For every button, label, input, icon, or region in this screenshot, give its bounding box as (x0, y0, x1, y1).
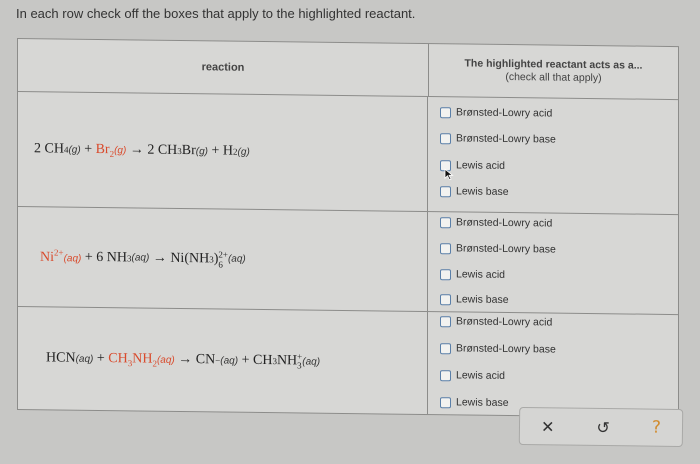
checkbox[interactable] (440, 160, 451, 171)
mouse-cursor-icon (444, 168, 454, 180)
option-bronsted-acid[interactable]: Brønsted-Lowry acid (440, 106, 552, 119)
checkbox[interactable] (440, 316, 451, 327)
checkbox[interactable] (440, 243, 451, 254)
reaction-equation-3: HCN (aq) + $CH_3NH_2(aq)$ → CN − (aq) + CH 3 NH + 3 (aq) (18, 307, 428, 414)
answer-toolbar (519, 407, 683, 447)
highlighted-reactant: $CH_3NH_2(aq)$ (108, 350, 175, 369)
acts-as-header-line1: The highlighted reactant acts as a... (464, 57, 643, 72)
checkbox[interactable] (440, 107, 451, 118)
option-lewis-base[interactable]: Lewis base (440, 396, 509, 409)
options-row-2 (440, 212, 670, 314)
checkbox[interactable] (440, 217, 451, 228)
highlighted-reactant: $Br_2(g)$ (95, 141, 127, 159)
option-bronsted-base[interactable]: Brønsted-Lowry base (440, 342, 556, 355)
checkbox[interactable] (440, 186, 451, 197)
options-row-3 (440, 312, 670, 417)
option-lewis-base[interactable]: Lewis base (440, 185, 509, 198)
option-lewis-acid[interactable]: Lewis acid (440, 369, 505, 382)
reaction-table (17, 38, 679, 418)
checkbox[interactable] (440, 294, 451, 305)
option-bronsted-base[interactable]: Brønsted-Lowry base (440, 132, 556, 145)
highlighted-reactant: $Ni^{2+}(aq)$ (40, 247, 82, 266)
instructions-text: In each row check off the boxes that apply to the highlighted reactant. (16, 6, 416, 21)
checkbox[interactable] (440, 397, 451, 408)
reaction-row-1 (18, 92, 678, 215)
reaction-equation-1: 2 CH 4 (g) + $Br_2(g)$ → 2 CH 3 Br (g) + H 2 (g) (18, 92, 428, 211)
reaction-equation-2: $Ni^{2+}(aq)$ + 6 NH 3 (aq) → Ni(NH 3 ) 2+ 6 (aq) (18, 207, 428, 311)
help-button[interactable]: ? (651, 417, 662, 438)
options-row-1 (440, 97, 670, 214)
acts-as-column-header (429, 44, 678, 100)
reaction-row-3 (18, 307, 678, 417)
option-bronsted-acid[interactable]: Brønsted-Lowry acid (440, 216, 552, 229)
reaction-column-header: reaction (18, 39, 429, 97)
option-lewis-acid[interactable]: Lewis acid (440, 159, 505, 172)
clear-button[interactable]: ✕ (540, 416, 555, 436)
reaction-row-2 (18, 207, 678, 315)
checkbox[interactable] (440, 269, 451, 280)
checkbox[interactable] (440, 370, 451, 381)
checkbox[interactable] (440, 343, 451, 354)
option-bronsted-base[interactable]: Brønsted-Lowry base (440, 242, 556, 255)
option-lewis-acid[interactable]: Lewis acid (440, 268, 505, 281)
acts-as-header-line2: (check all that apply) (505, 70, 602, 85)
checkbox[interactable] (440, 133, 451, 144)
option-lewis-base[interactable]: Lewis base (440, 293, 509, 306)
option-bronsted-acid[interactable]: Brønsted-Lowry acid (440, 315, 552, 328)
undo-button[interactable]: ↺ (596, 417, 610, 437)
